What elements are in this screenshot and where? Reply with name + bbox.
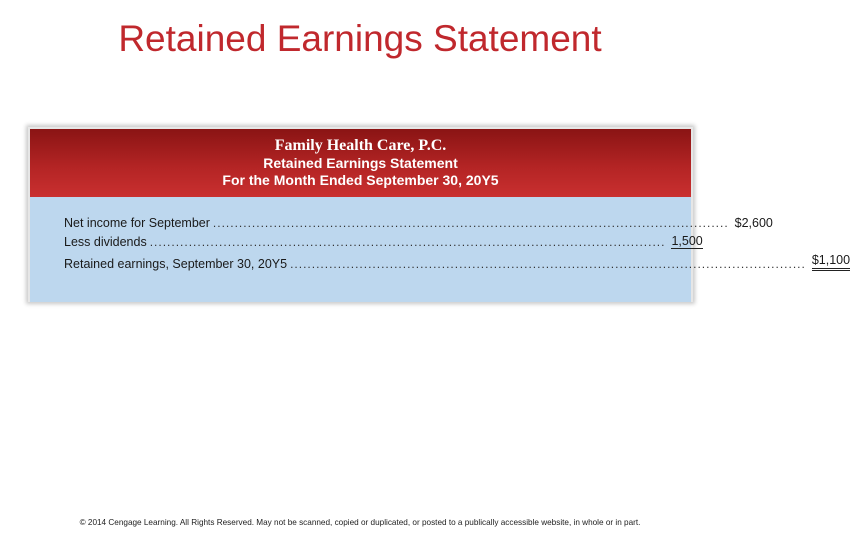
row-amount: 1,500 [671, 234, 703, 248]
row-retained-earnings [64, 253, 850, 271]
statement-table [28, 127, 850, 302]
dot-leader: ....................................................................................................................... [290, 257, 806, 271]
copyright-footer: © 2014 Cengage Learning. All Rights Reserved. May not be scanned, copied or duplicated, or posted to a publically accessible website, in whole or in part. [79, 518, 641, 527]
statement-header [30, 129, 691, 197]
row-label: Retained earnings, September 30, 20Y5 [64, 257, 288, 271]
dot-leader: ....................................................................................................................... [149, 235, 666, 249]
row-amount: $1,100 [812, 253, 850, 271]
statement-name: Retained Earnings Statement [263, 155, 458, 171]
row-dividends [64, 231, 703, 249]
statement-body [30, 197, 850, 302]
row-label: Less dividends [64, 235, 147, 249]
company-name: Family Health Care, P.C. [274, 137, 447, 154]
row-amount: $2,600 [734, 216, 773, 230]
dot-leader: ....................................................................................................................... [212, 216, 729, 230]
row-net-income [64, 212, 773, 230]
slide-title: Retained Earnings Statement [118, 18, 602, 59]
row-label: Net income for September [64, 216, 210, 230]
statement-period: For the Month Ended September 30, 20Y5 [222, 172, 499, 188]
